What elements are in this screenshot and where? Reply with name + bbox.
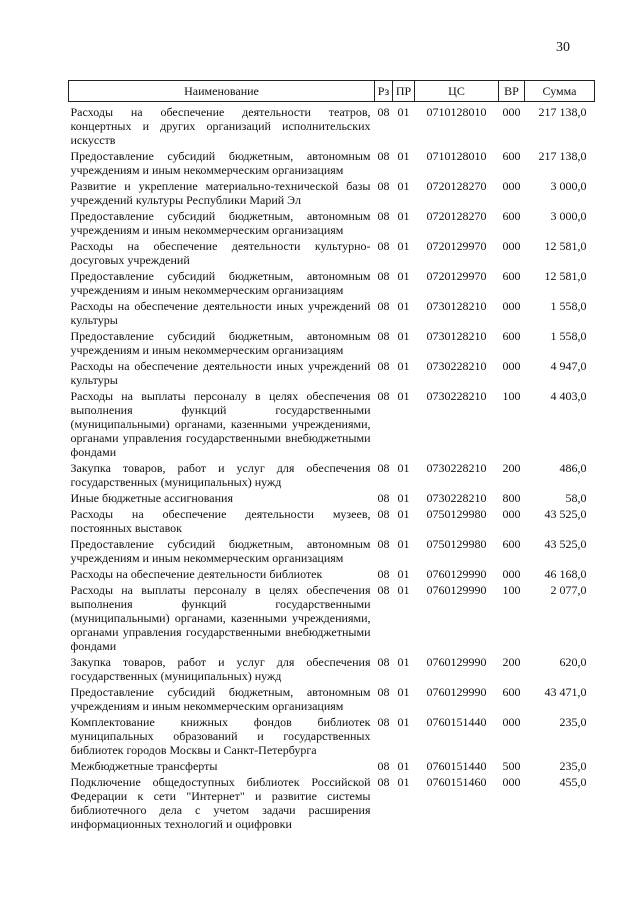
row-rz: 08 — [377, 149, 390, 163]
row-name: Расходы на выплаты персоналу в целях обеспечения выполнения функций государственными (муниципальными) органами, казенными учреждениями, органами управления государственными внебюджетными фондами — [70, 389, 371, 459]
row-vr: 000 — [502, 775, 521, 789]
row-vr: 100 — [502, 389, 521, 403]
row-name: Расходы на обеспечение деятельности иных учреждений культуры — [70, 299, 371, 327]
row-vr: 000 — [502, 507, 521, 521]
row-rz: 08 — [377, 759, 390, 773]
row-rz: 08 — [377, 775, 390, 789]
row-name: Закупка товаров, работ и услуг для обеспечения государственных (муниципальных) нужд — [70, 461, 371, 489]
row-name: Предоставление субсидий бюджетным, автономным учреждениям и иным некоммерческим организациям — [70, 685, 371, 713]
row-name: Расходы на обеспечение деятельности музеев, постоянных выставок — [70, 507, 371, 535]
row-cs: 0720128270 — [426, 179, 487, 193]
header-sum: Сумма — [525, 81, 595, 102]
row-sum: 1 558,0 — [550, 329, 587, 343]
table-row — [69, 102, 595, 150]
row-sum: 235,0 — [559, 759, 587, 773]
row-vr: 000 — [502, 359, 521, 373]
row-rz: 08 — [377, 715, 390, 729]
row-pr: 01 — [397, 149, 410, 163]
table-row — [69, 685, 595, 715]
budget-table — [68, 80, 595, 833]
row-sum: 12 581,0 — [544, 239, 587, 253]
header-pr: ПР — [393, 81, 415, 102]
row-pr: 01 — [397, 715, 410, 729]
table-row — [69, 149, 595, 179]
row-pr: 01 — [397, 775, 410, 789]
row-cs: 0730228210 — [426, 461, 487, 475]
row-cs: 0760129990 — [426, 655, 487, 669]
row-cs: 0760129990 — [426, 583, 487, 597]
row-vr: 000 — [502, 715, 521, 729]
row-name: Расходы на обеспечение деятельности театров, концертных и других организаций исполнительских искусств — [70, 105, 371, 147]
row-pr: 01 — [397, 537, 410, 551]
row-pr: 01 — [397, 583, 410, 597]
row-name: Межбюджетные трансферты — [70, 759, 218, 773]
row-rz: 08 — [377, 209, 390, 223]
row-sum: 58,0 — [565, 491, 587, 505]
row-sum: 1 558,0 — [550, 299, 587, 313]
row-name: Расходы на обеспечение деятельности библиотек — [70, 567, 323, 581]
row-rz: 08 — [377, 507, 390, 521]
row-cs: 0730228210 — [426, 491, 487, 505]
row-rz: 08 — [377, 491, 390, 505]
row-name: Комплектование книжных фондов библиотек муниципальных образований и государственных библиотек городов Москвы и Санкт-Петербурга — [70, 715, 371, 757]
row-rz: 08 — [377, 461, 390, 475]
table-row — [69, 715, 595, 759]
row-vr: 000 — [502, 299, 521, 313]
row-pr: 01 — [397, 389, 410, 403]
row-cs: 0760129990 — [426, 685, 487, 699]
row-sum: 46 168,0 — [544, 567, 587, 581]
row-sum: 235,0 — [559, 715, 587, 729]
header-rz: Рз — [375, 81, 393, 102]
table-row — [69, 775, 595, 833]
row-rz: 08 — [377, 685, 390, 699]
row-cs: 0760129990 — [426, 567, 487, 581]
row-sum: 4 947,0 — [550, 359, 587, 373]
row-sum: 455,0 — [559, 775, 587, 789]
row-cs: 0760151440 — [426, 759, 487, 773]
row-pr: 01 — [397, 179, 410, 193]
header-cs: ЦС — [415, 81, 499, 102]
table-row — [69, 179, 595, 209]
row-name: Закупка товаров, работ и услуг для обеспечения государственных (муниципальных) нужд — [70, 655, 371, 683]
table-row — [69, 239, 595, 269]
row-cs: 0720129970 — [426, 269, 487, 283]
row-sum: 620,0 — [559, 655, 587, 669]
row-vr: 800 — [502, 491, 521, 505]
table-row — [69, 583, 595, 655]
row-pr: 01 — [397, 491, 410, 505]
table-header-row — [69, 81, 595, 102]
row-name: Предоставление субсидий бюджетным, автономным учреждениям и иным некоммерческим организациям — [70, 209, 371, 237]
row-cs: 0730128210 — [426, 329, 487, 343]
row-name: Расходы на выплаты персоналу в целях обеспечения выполнения функций государственными (муниципальными) органами, казенными учреждениями, органами управления государственными внебюджетными фондами — [70, 583, 371, 653]
table-row — [69, 507, 595, 537]
row-vr: 000 — [502, 567, 521, 581]
table-row — [69, 537, 595, 567]
row-cs: 0760151460 — [426, 775, 487, 789]
row-vr: 500 — [502, 759, 521, 773]
table-row — [69, 655, 595, 685]
row-vr: 600 — [502, 149, 521, 163]
row-rz: 08 — [377, 389, 390, 403]
table-row — [69, 299, 595, 329]
row-name: Подключение общедоступных библиотек Российской Федерации к сети "Интернет" и развитие системы библиотечного дела с учетом задачи расширения информационных технологий и оцифровки — [70, 775, 371, 831]
row-pr: 01 — [397, 567, 410, 581]
header-name: Наименование — [69, 81, 375, 102]
row-sum: 43 471,0 — [544, 685, 587, 699]
row-sum: 217 138,0 — [538, 149, 587, 163]
table-row — [69, 491, 595, 507]
row-vr: 000 — [502, 239, 521, 253]
row-sum: 4 403,0 — [550, 389, 587, 403]
row-pr: 01 — [397, 461, 410, 475]
row-pr: 01 — [397, 209, 410, 223]
row-rz: 08 — [377, 299, 390, 313]
table-row — [69, 359, 595, 389]
row-rz: 08 — [377, 567, 390, 581]
row-rz: 08 — [377, 179, 390, 193]
row-cs: 0730228210 — [426, 359, 487, 373]
row-rz: 08 — [377, 269, 390, 283]
row-pr: 01 — [397, 507, 410, 521]
table-row — [69, 759, 595, 775]
row-cs: 0710128010 — [426, 105, 487, 119]
row-rz: 08 — [377, 537, 390, 551]
row-vr: 000 — [502, 105, 521, 119]
row-name: Предоставление субсидий бюджетным, автономным учреждениям и иным некоммерческим организациям — [70, 269, 371, 297]
row-name: Предоставление субсидий бюджетным, автономным учреждениям и иным некоммерческим организациям — [70, 149, 371, 177]
row-pr: 01 — [397, 359, 410, 373]
row-sum: 2 077,0 — [550, 583, 587, 597]
row-sum: 43 525,0 — [544, 537, 587, 551]
row-rz: 08 — [377, 359, 390, 373]
table-row — [69, 209, 595, 239]
row-cs: 0720129970 — [426, 239, 487, 253]
table-row — [69, 461, 595, 491]
row-pr: 01 — [397, 685, 410, 699]
row-pr: 01 — [397, 655, 410, 669]
row-vr: 100 — [502, 583, 521, 597]
row-rz: 08 — [377, 105, 390, 119]
row-rz: 08 — [377, 655, 390, 669]
row-name: Расходы на обеспечение деятельности культурно-досуговых учреждений — [70, 239, 371, 267]
row-vr: 600 — [502, 537, 521, 551]
row-cs: 0720128270 — [426, 209, 487, 223]
row-name: Иные бюджетные ассигнования — [70, 491, 233, 505]
row-cs: 0750129980 — [426, 507, 487, 521]
row-vr: 600 — [502, 269, 521, 283]
row-sum: 217 138,0 — [538, 105, 587, 119]
row-vr: 600 — [502, 685, 521, 699]
row-rz: 08 — [377, 583, 390, 597]
table-row — [69, 329, 595, 359]
row-vr: 000 — [502, 179, 521, 193]
row-sum: 3 000,0 — [550, 179, 587, 193]
header-vr: ВР — [499, 81, 525, 102]
page-number: 30 — [556, 40, 570, 55]
row-name: Предоставление субсидий бюджетным, автономным учреждениям и иным некоммерческим организациям — [70, 329, 371, 357]
row-vr: 200 — [502, 461, 521, 475]
row-pr: 01 — [397, 329, 410, 343]
row-vr: 600 — [502, 329, 521, 343]
table-row — [69, 389, 595, 461]
row-pr: 01 — [397, 759, 410, 773]
row-cs: 0730228210 — [426, 389, 487, 403]
row-name: Развитие и укрепление материально-технической базы учреждений культуры Республики Марий Эл — [70, 179, 371, 207]
row-sum: 12 581,0 — [544, 269, 587, 283]
row-cs: 0750129980 — [426, 537, 487, 551]
row-vr: 200 — [502, 655, 521, 669]
row-sum: 486,0 — [559, 461, 587, 475]
row-pr: 01 — [397, 299, 410, 313]
row-cs: 0730128210 — [426, 299, 487, 313]
row-pr: 01 — [397, 269, 410, 283]
row-pr: 01 — [397, 105, 410, 119]
row-cs: 0710128010 — [426, 149, 487, 163]
row-pr: 01 — [397, 239, 410, 253]
row-cs: 0760151440 — [426, 715, 487, 729]
row-sum: 43 525,0 — [544, 507, 587, 521]
table-row — [69, 269, 595, 299]
row-sum: 3 000,0 — [550, 209, 587, 223]
row-name: Расходы на обеспечение деятельности иных учреждений культуры — [70, 359, 371, 387]
table-row — [69, 567, 595, 583]
row-name: Предоставление субсидий бюджетным, автономным учреждениям и иным некоммерческим организациям — [70, 537, 371, 565]
row-rz: 08 — [377, 239, 390, 253]
row-vr: 600 — [502, 209, 521, 223]
table-body — [69, 102, 595, 834]
row-rz: 08 — [377, 329, 390, 343]
